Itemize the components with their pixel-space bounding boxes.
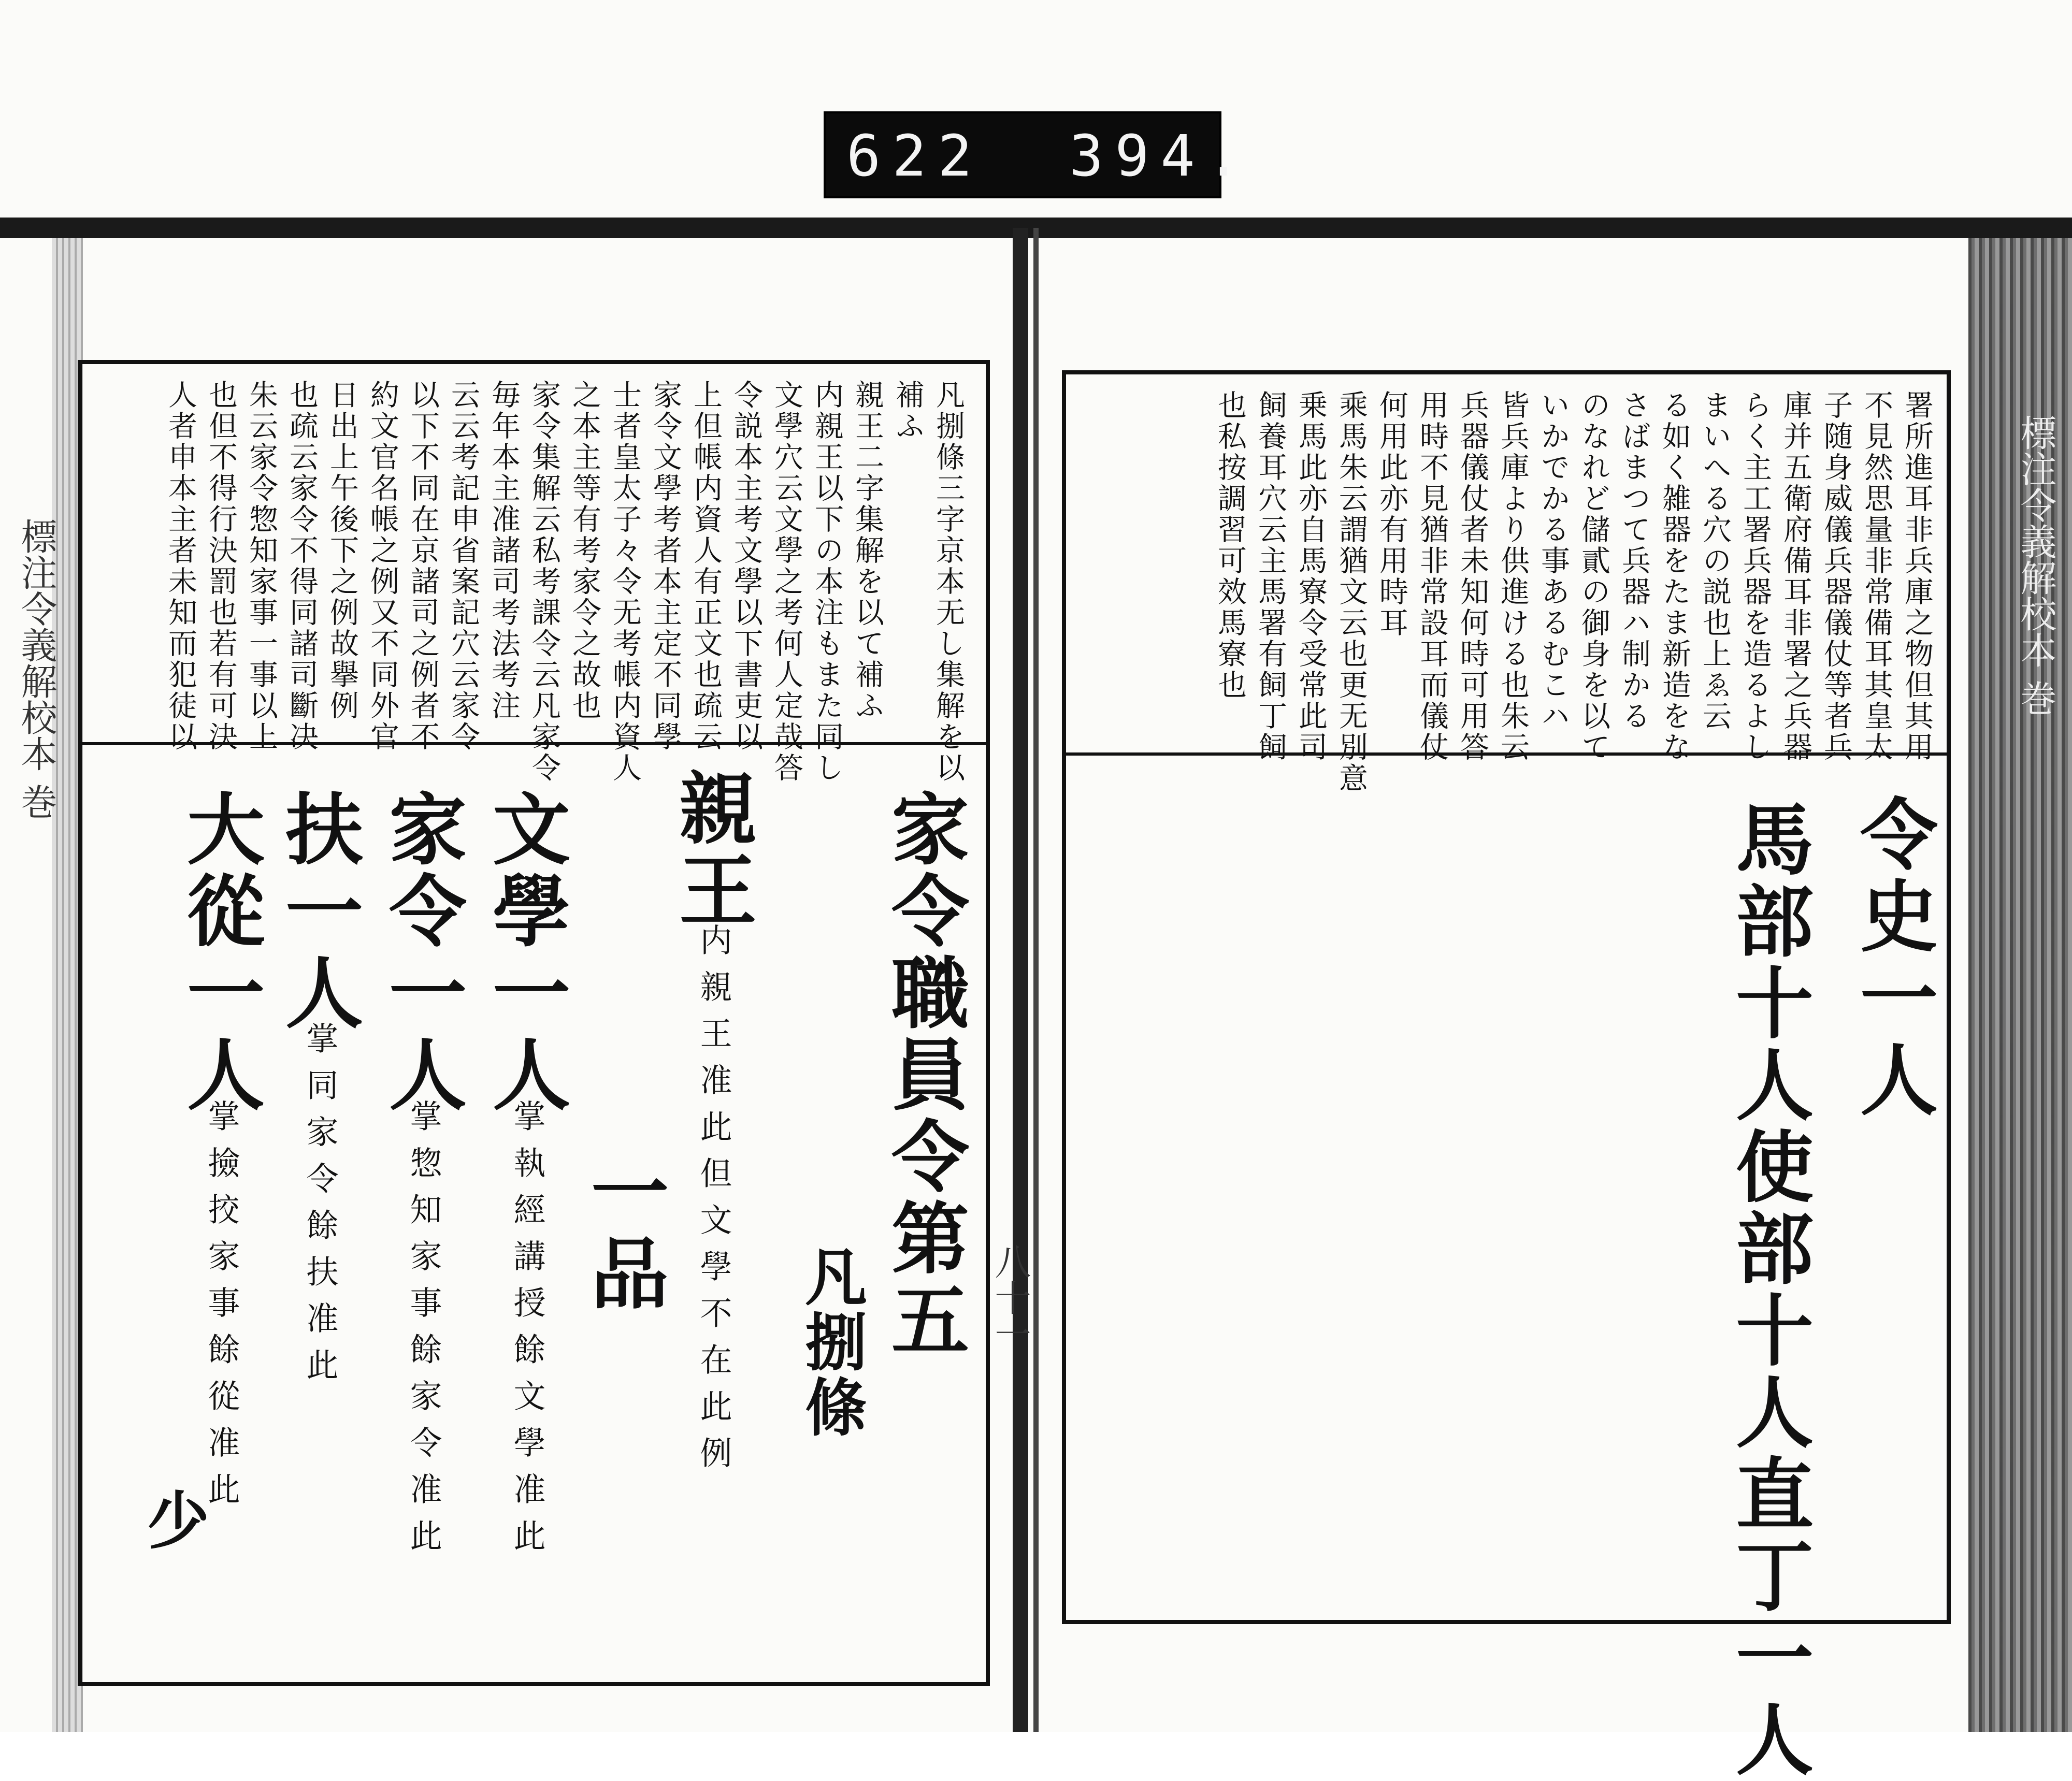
commentary-column: いかでかる事あるむこハ: [1536, 390, 1570, 732]
commentary-column: 内親王以下の本注もまた同し: [810, 380, 844, 784]
left-gutter-title: 標注令義解校本 巻: [15, 518, 57, 820]
chapter-title: 家令職員令第五: [878, 789, 969, 1362]
right-gutter-title: 標注令義解校本 巻: [2015, 414, 2057, 716]
commentary-column: さばまつて兵器ハ制かる: [1617, 390, 1651, 732]
commentary-column: 云云考記申省案記穴云家令: [447, 380, 480, 752]
commentary-column: 乘馬朱云謂猶文云也更无別意: [1334, 390, 1368, 794]
film-label: [824, 111, 1252, 198]
commentary-column: 皆兵庫より供進ける也朱云: [1496, 390, 1530, 763]
commentary-column: 乗馬此亦自馬寮令受常此司: [1294, 390, 1328, 763]
commentary-column: 署所進耳非兵庫之物但其用: [1900, 390, 1934, 763]
entry-head: 馬部十人使部十人直丁一人: [1722, 799, 1814, 1781]
commentary-column: 也私按調習可效馬寮也: [1213, 390, 1247, 701]
commentary-column: 家令集解云私考課令云凡家令: [527, 380, 561, 784]
commentary-column: 日出上午後下之例故擧例: [325, 380, 359, 721]
entry-annotation: 掌同家令餘扶准此: [301, 1022, 339, 1395]
commentary-column: 上但帳内資人有正文也疏云: [689, 380, 723, 752]
commentary-column: 令説本主考文學以下書吏以: [729, 380, 763, 752]
book-spine-shadow: [1033, 228, 1039, 1732]
commentary-column: 子随身威儀兵器儀仗等者兵: [1819, 390, 1853, 763]
commentary-column: 朱云家令惣知家事一事以上: [244, 380, 278, 752]
entry-head: 大從一人: [174, 789, 265, 1116]
entry-head: 一品: [578, 1151, 669, 1315]
commentary-column: のなれど儲貳の御身を以て: [1577, 390, 1610, 763]
commentary-column: まいへる穴の説也上ゑ云: [1698, 390, 1732, 732]
left-page-frame: [78, 360, 990, 1686]
entry-head: 扶一人: [272, 789, 363, 1034]
chapter-subtitle: 凡捌條: [795, 1244, 868, 1440]
commentary-column: 凡捌條三字京本无し集解を以: [931, 380, 965, 784]
book-spine: [1013, 228, 1028, 1732]
commentary-column: 文學穴云文學之考何人定哉答: [770, 380, 803, 784]
commentary-column: 親王二字集解を以て補ふ: [851, 380, 884, 721]
commentary-column: 士者皇太子々令无考帳内資人: [608, 380, 642, 784]
commentary-column: 毎年本主准諸司考法考注: [487, 380, 521, 721]
entry-annotation: 内親王准此但文學不在此例: [695, 923, 732, 1483]
entry-head: 家令一人: [376, 789, 467, 1116]
entry-annotation: 掌撿挍家事餘從准此: [203, 1099, 240, 1519]
commentary-column: 約文官名帳之例又不同外官: [366, 380, 399, 752]
commentary-column: 以下不同在京諸司之例者不: [406, 380, 440, 752]
commentary-column: 人者申本主者未知而犯徒以: [164, 380, 197, 752]
film-label-right: 394.: [1069, 123, 1252, 189]
entry-head: 令史一人: [1847, 794, 1938, 1121]
commentary-column: 也疏云家令不得同諸司斷决: [285, 380, 319, 752]
commentary-column: 兵器儀仗者未知何時可用答: [1456, 390, 1489, 763]
commentary-column: 用時不見猶非常設耳而儀仗: [1415, 390, 1449, 763]
commentary-column: 何用此亦有用時耳: [1375, 390, 1408, 639]
entry-head: 親王: [666, 768, 757, 932]
commentary-column: 家令文學考者本主定不同學: [649, 380, 682, 752]
commentary-column: 也但不得行決罰也若有可決: [204, 380, 238, 752]
left-page-tail: 少: [137, 1488, 210, 1553]
commentary-column: 補ふ: [891, 380, 925, 442]
entry-annotation: 掌執經講授餘文學准此: [508, 1099, 546, 1566]
commentary-column: 庫并五衛府備耳非署之兵器: [1779, 390, 1812, 763]
commentary-column: る如く雑器をたま新造をな: [1658, 390, 1691, 763]
right-page-frame: [1062, 370, 1951, 1781]
entry-head: 文學一人: [479, 789, 570, 1116]
commentary-column: らく主工署兵器を造るよし: [1738, 390, 1772, 763]
left-page-number: 八十一: [989, 1243, 1031, 1352]
entry-annotation: 掌惣知家事餘家令准此: [405, 1099, 442, 1566]
commentary-column: 之本主等有考家令之故也: [568, 380, 601, 721]
film-label-left: 622: [846, 123, 984, 189]
commentary-column: 飼養耳穴云主馬署有飼丁飼: [1254, 390, 1287, 763]
commentary-column: 不見然思量非常備耳其皇太: [1860, 390, 1893, 763]
